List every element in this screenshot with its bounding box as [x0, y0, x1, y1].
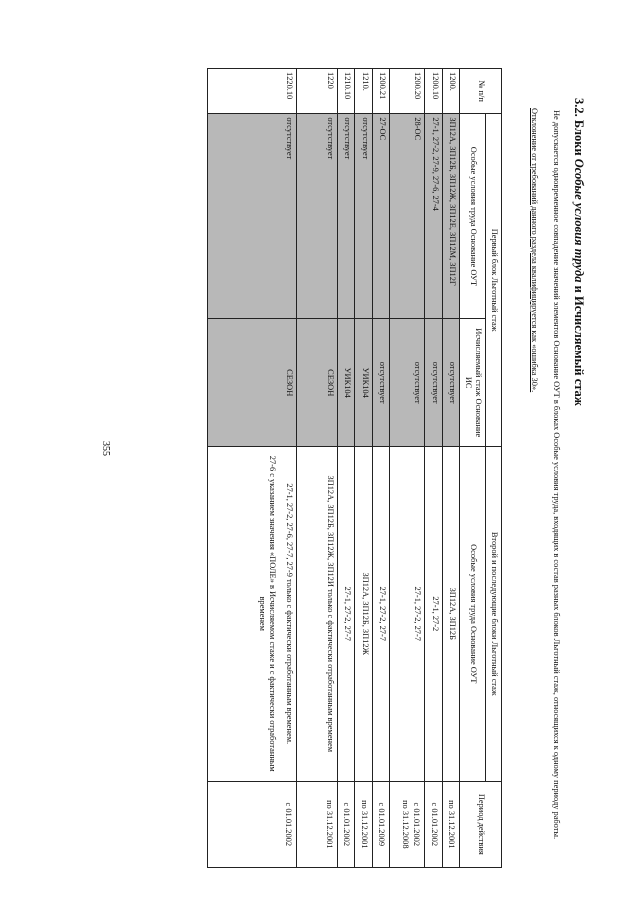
header-special-conditions: Особые условия труда Основание ОУТ [460, 114, 486, 319]
header-first-block: Первый блок Льготный стаж [486, 114, 502, 447]
header-special-conditions-2: Особые условия труда Основание ОУТ [460, 446, 486, 781]
table-row: 1210.10 отсутствует УИК104 27-1, 27-2, 27-7 с 01.01.2002 [338, 69, 356, 868]
table-row: 1200.10 27-1, 27-2, 27-9, 27-6, 27-4 отсутствует 27-1, 27-2 с 01.01.2002 [425, 69, 443, 868]
blocks-table [207, 68, 502, 868]
header-second-block: Второй и последующие блоки Льготный стаж [486, 446, 502, 781]
table-row: 1210. отсутствует УИК104 ЗП12А, ЗП12Б, ЗП12Ж по 31.12.2001 [355, 69, 373, 868]
deviation-note: Отклонение от требований данного раздела квалифицируется как «ошибка 30». [530, 108, 539, 393]
rotated-content [66, 28, 586, 888]
intro-text: Не допускается одновременное совпадение значений элементов Основание ОУТ в блоках Особые условия труда, входящих в состав разных блоков Льготный стаж, относящихся к одному периоду работы. [552, 110, 561, 840]
table-row: 1200.21 27-ОС отсутствует 27-1, 27-2, 27-7 с 01.01.2009 [373, 69, 391, 868]
header-num: № п/п [460, 69, 502, 114]
header-computed-stazh: Исчисляемый стаж Основание ИС [460, 319, 486, 446]
table-row: 1220 отсутствует СЕЗОН ЗП12А, ЗП12Б, ЗП12Ж, ЗП12И только с фактически отработанным временем по 31.12.2001 [297, 69, 338, 868]
table-row: 1220.10 отсутствует СЕЗОН 27-1, 27-2, 27-6, 27-7, 27-9 только с фактически отработанным временем. 27-6 с указанием значения «ПОЛЕ» в Исчисляемом стаже и с фактически отработанным временем с 01.01.2002 [208, 69, 297, 868]
header-period: Период действия [460, 781, 502, 867]
intro-paragraph [551, 88, 562, 848]
table-row: 1200.20 28-ОС отсутствует 27-1, 27-2, 27-7 с 01.01.2002 по 31.12.2008 [390, 69, 425, 868]
page-number: 355 [100, 441, 111, 456]
section-title: 3.2. Блоки Особые условия труда и Исчисляемый стаж [572, 98, 586, 406]
table-row: 1200. ЗП12А, ЗП12Б, ЗП12Ж, ЗП12Е, ЗП12М, ЗП12Г отсутствует ЗП12А, ЗП12Б по 31.12.2001 [443, 69, 461, 868]
